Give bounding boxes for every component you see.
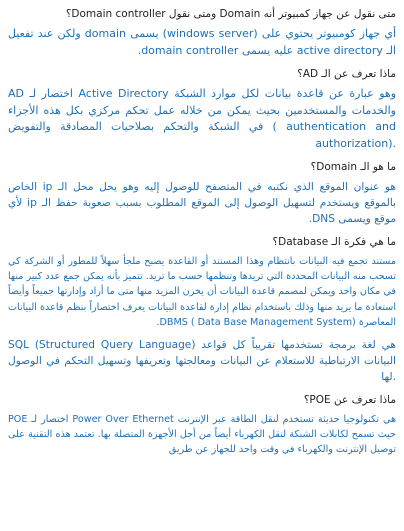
answer-text: أي جهاز كومبيوتر يحتوي على (windows server) يسمى domain ولكن عند تفعيل الـ active directory عليه يسمى domain controller. (8, 27, 397, 57)
answer-text: مستند تجمع فيه البيانات بانتظام وهذا المستند أو القاعدة يصبح ملجأ سهلاً للمطور أو الشركة كي تسحب منه البيانات المحددة التي تريدها وتنظمها حسب ما تريد. تتميز بأنه يمكن جمع عدد كبير منها في مكان واحد ويمكن لمصمم قاعدة البيانات أن يخزن المزيد منها متى ما أراد وإدارتها جميعاً وأيضاً استعادة ما يريد منها وذلك باستخدام نظام إدارة لقاعدة البيانات يعرف اختصاراً بنظم قاعدة البيانات المعاصرة DBMS ( Data Base Management System). (8, 256, 396, 328)
answer-text: AD اختصار لـ Active Directory وهو عبارة عن قاعدة بيانات لكل موارد الشبكة والخدمات والمستخدمين بحيث يمكن من خلاله عمل تحكم مركزي بكل هذه الأجزاء في الشبكة والتحكم بصلاحيات المصادقة والتفويض ( authentication and authorization). (8, 87, 397, 150)
faq-item-ad (8, 66, 396, 152)
question-text: ماذا تعرف عن الـ AD؟ (297, 68, 396, 80)
question-text: ما هي فكرة الـ Database؟ (272, 236, 396, 248)
faq-item-database (8, 234, 396, 330)
question-text: ما هو الـ Domain؟ (310, 161, 396, 173)
answer-text: POE اختصار لـ Power Over Ethernet هي تكنولوجيا حديثة تستخدم لنقل الطاقة عبر الإنترنت حيث تسمح لكابلات الشبكة لنقل الكهرباء أيضاً من أجل الأجهزة المتصلة بها. تعتمد هذه التقنية على توصيل الإنترنت والكهرباء في وقت واحد للجهاز عن طريق (8, 414, 397, 456)
question-text: ماذا تعرف عن POE؟ (303, 394, 396, 407)
faq-item-domain-controller (8, 6, 396, 59)
faq-item-domain (8, 159, 396, 227)
answer-text: SQL (Structured Query Language) هي لغة برمجة تستخدمها تقريباً كل قواعد البيانات الارتباطية للاستعلام عن البيانات ومعالجتها وتعريفها وتسهيل التحكم في الوصول لها. (8, 339, 397, 384)
answer-text: هو عنوان الموقع الذي نكتبه في المتصفح للوصول إليه وهو يحل محل الـ ip الخاص بالموقع ويستخدم لتسهيل الوصول إلى الموقع المطلوب بسبب صعوبة حفظ الـ ip لأي موقع ويسمى DNS. (8, 181, 396, 225)
faq-item-sql (8, 337, 396, 385)
question-text: متى نقول عن جهاز كمبيوتر أنه Domain ومتى نقول Domain controller؟ (65, 8, 396, 20)
faq-item-poe (8, 392, 396, 458)
